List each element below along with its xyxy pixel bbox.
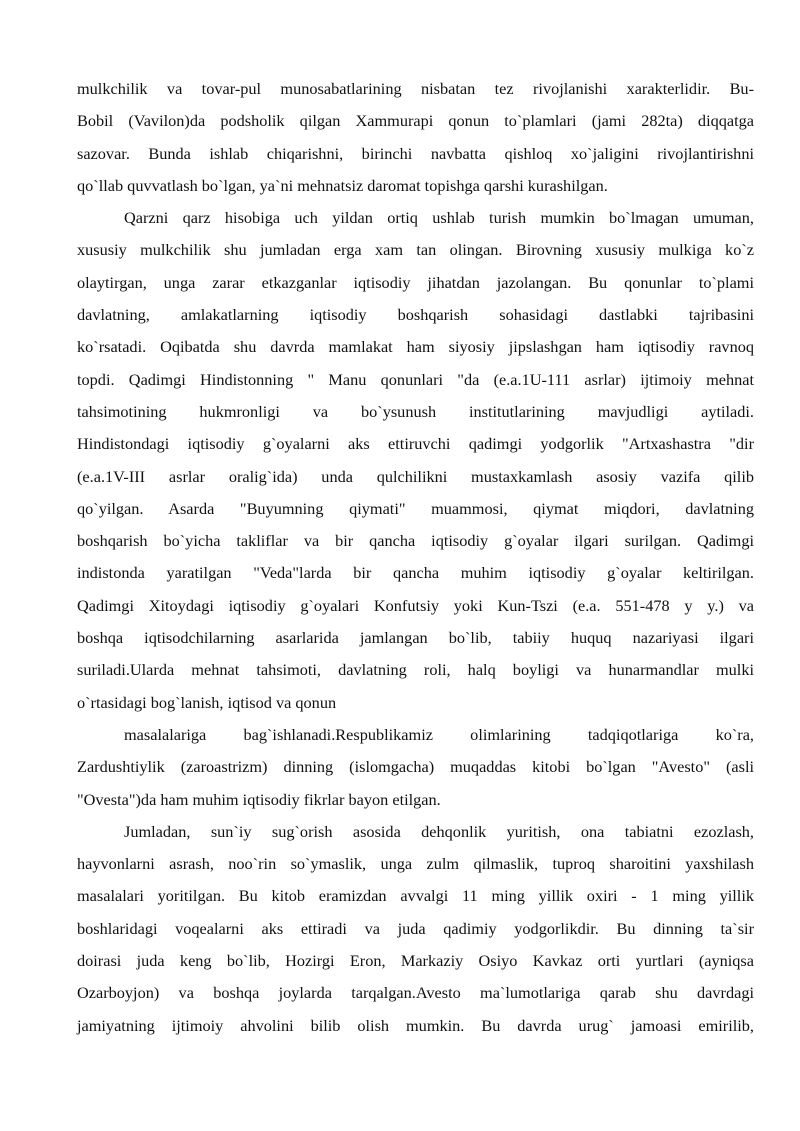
text-line: suriladi.Ularda mehnat tahsimoti, davlatning roli, halq boyligi va hunarmandlar mulki [77,660,754,680]
text-line: Bobil (Vavilon)da podsholik qilgan Xammurapi qonun to`plamlari (jami 282ta) diqqatga [77,111,754,131]
text-line: olaytirgan, unga zarar etkazganlar iqtisodiy jihatdan jazolangan. Bu qonunlar to`plami [77,272,754,292]
text-line: ko`rsatadi. Oqibatda shu davrda mamlakat ham siyosiy jipslashgan ham iqtisodiy ravnoq [77,337,754,357]
text-line: qo`llab quvvatlash bo`lgan, ya`ni mehnatsiz daromat topishga qarshi kurashilgan. [77,175,608,195]
text-line: jamiyatning ijtimoiy ahvolini bilib olish mumkin. Bu davrda urug` jamoasi emirilib, [77,1015,754,1035]
text-line: masalalariga bag`ishlanadi.Respublikamiz olimlarining tadqiqotlariga ko`ra, [124,724,754,744]
text-line: hayvonlarni asrash, noo`rin so`ymaslik, unga zulm qilmaslik, tuproq sharoitini yaxshilash [77,854,754,874]
body-text [77,73,754,1042]
text-line: mulkchilik va tovar-pul munosabatlarining nisbatan tez rivojlanishi xarakterlidir. Bu- [77,79,754,98]
text-line: sazovar. Bunda ishlab chiqarishni, birinchi navbatta qishloq xo`jaligini rivojlantirishni [77,143,754,163]
text-line: Jumladan, sun`iy sug`orish asosida dehqonlik yuritish, ona tabiatni ezozlash, [124,821,754,841]
text-line: boshqa iqtisodchilarning asarlarida jamlangan bo`lib, tabiiy huquq nazariyasi ilgari [77,628,754,648]
text-line: qo`yilgan. Asarda "Buyumning qiymati" muammosi, qiymat miqdori, davlatning [77,498,754,518]
text-line: o`rtasidagi bog`lanish, iqtisod va qonun [77,692,337,712]
text-line: boshqarish bo`yicha takliflar va bir qancha iqtisodiy g`oyalar ilgari surilgan. Qadimgi [77,531,754,551]
text-line: boshlaridagi voqealarni aks ettiradi va juda qadimiy yodgorlikdir. Bu dinning ta`sir [77,918,754,938]
text-line: Qadimgi Xitoydagi iqtisodiy g`oyalari Konfutsiy yoki Kun-Tszi (e.a. 551-478 y y.) va [77,595,754,615]
text-line: "Ovesta")da ham muhim iqtisodiy fikrlar bayon etilgan. [77,789,441,809]
text-line: davlatning, amlakatlarning iqtisodiy boshqarish sohasidagi dastlabki tajribasini [77,305,754,325]
text-line: tahsimotining hukmronligi va bo`ysunush institutlarining mavjudligi aytiladi. [77,401,754,421]
text-line: Zardushtiylik (zaroastrizm) dinning (islomgacha) muqaddas kitobi bo`lgan "Avesto" (asli [77,757,754,777]
text-line: topdi. Qadimgi Hindistonning " Manu qonunlari "da (e.a.1U-111 asrlar) ijtimoiy mehnat [77,369,754,389]
text-line: Hindistondagi iqtisodiy g`oyalarni aks ettiruvchi qadimgi yodgorlik "Artxashastra "dir [77,434,754,454]
text-line: Ozarboyjon) va boshqa joylarda tarqalgan.Avesto ma`lumotlariga qarab shu davrdagi [77,983,754,1003]
text-line: indistonda yaratilgan "Veda"larda bir qancha muhim iqtisodiy g`oyalar keltirilgan. [77,563,754,583]
text-line: doirasi juda keng bo`lib, Hozirgi Eron, Markaziy Osiyo Kavkaz orti yurtlari (ayniqsa [77,951,754,971]
text-line: masalalari yoritilgan. Bu kitob eramizdan avvalgi 11 ming yillik oxiri - 1 ming yillik [77,886,754,906]
text-line: Qarzni qarz hisobiga uch yildan ortiq ushlab turish mumkin bo`lmagan umuman, [124,208,754,228]
text-line: xususiy mulkchilik shu jumladan erga xam tan olingan. Birovning xususiy mulkiga ko`z [77,240,754,260]
text-line: (e.a.1V-III asrlar oralig`ida) unda qulchilikni mustaxkamlash asosiy vazifa qilib [77,466,754,486]
